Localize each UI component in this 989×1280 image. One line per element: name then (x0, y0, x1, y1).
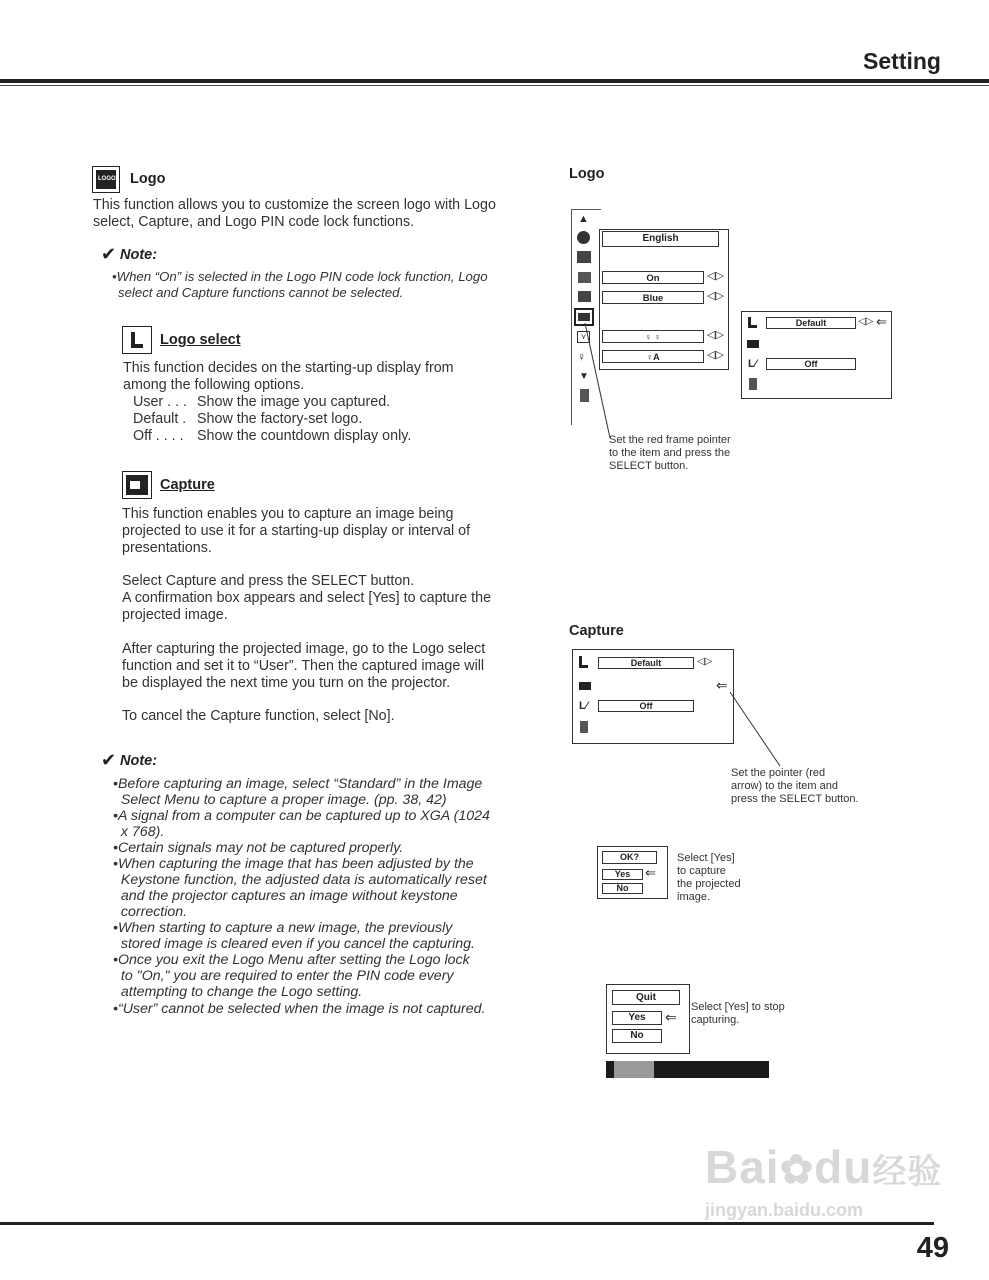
down-arrow-icon: ▼ (579, 371, 589, 382)
logo-select-field[interactable]: Default (598, 657, 694, 669)
keystone-icon: ⋎ (577, 331, 590, 343)
watermark-url: jingyan.baidu.com (705, 1200, 864, 1220)
pointer-arrow-icon: ⇐ (645, 865, 656, 880)
page-title: Setting (863, 48, 941, 74)
capture-text: projected to use it for a starting-up display or interval of (122, 523, 471, 539)
logo-select-text: among the following options. (123, 377, 305, 393)
lamp-icon: ♀A (646, 352, 660, 362)
figure-caption: Set the pointer (red (731, 767, 826, 779)
logo-select-icon (579, 665, 588, 668)
capture-text: Select Capture and press the SELECT button. (122, 573, 415, 589)
logo-lock-icon: L⁄ (579, 700, 588, 712)
logo-intro-2: select, Capture, and Logo PIN code lock functions. (93, 214, 415, 230)
note-line: and the projector captures an image without keystone (113, 888, 458, 904)
option-name: Off . . . . (133, 428, 184, 444)
page-number: 49 (916, 1232, 949, 1264)
option-name: Default . (133, 411, 187, 427)
left-right-arrow-icon[interactable]: ◁▷ (707, 290, 724, 302)
yes-button[interactable]: Yes (612, 1011, 662, 1025)
language-field[interactable]: English (602, 231, 719, 247)
figure-caption: capturing. (691, 1014, 740, 1026)
color-icon (577, 231, 590, 244)
watermark-logo: Bai✿du经验 (705, 1141, 943, 1193)
ok-dialog-title: OK? (602, 851, 657, 864)
figure-heading-capture: Capture (569, 623, 624, 639)
capture-heading: Capture (160, 477, 215, 493)
option-desc: Show the image you captured. (197, 394, 391, 410)
blue-field[interactable]: Blue (602, 291, 704, 304)
capture-text: This function enables you to capture an image being (122, 506, 454, 522)
image-icon (577, 251, 591, 263)
on-field[interactable]: On (602, 271, 704, 284)
option-desc: Show the countdown display only. (197, 428, 412, 444)
logo-icon: LOGO (92, 166, 120, 193)
figure-caption: to the item and press the (609, 447, 731, 459)
capture-icon (122, 471, 152, 499)
lamp-icon: ♀ (577, 350, 586, 364)
note-line: attempting to change the Logo setting. (113, 984, 363, 1000)
logo-lock-field[interactable]: Off (766, 358, 856, 370)
figure-caption: Select [Yes] to stop (691, 1001, 785, 1013)
figure-caption: to capture (677, 865, 726, 877)
left-right-arrow-icon[interactable]: ◁▷ (707, 349, 724, 361)
figure-caption: press the SELECT button. (731, 793, 859, 805)
note-line: •“User” cannot be selected when the image is not captured. (113, 1001, 486, 1017)
option-desc: Show the factory-set logo. (197, 411, 363, 427)
capture-text: be displayed the next time you turn on the projector. (122, 675, 451, 691)
capture-icon (579, 682, 591, 690)
footer-rule (0, 1222, 934, 1225)
figure-caption: Set the red frame pointer (609, 434, 731, 446)
note-line: to "On," you are required to enter the PIN code every (113, 968, 454, 984)
note-line: •Once you exit the Logo Menu after setting the Logo lock (113, 952, 470, 968)
figure-caption: Select [Yes] (677, 852, 735, 864)
pointer-arrow-icon: ⇐ (665, 1009, 677, 1025)
logo-select-icon (122, 326, 152, 354)
note-line: Keystone function, the adjusted data is automatically reset (113, 872, 487, 888)
note-line: x 768). (113, 824, 165, 840)
capture-progress-fill (614, 1061, 654, 1078)
quit-dialog-title: Quit (612, 990, 680, 1005)
note-line: •Certain signals may not be captured properly. (113, 840, 404, 856)
capture-progress-bar (606, 1061, 769, 1078)
logo-select-icon (748, 325, 757, 328)
capture-text: presentations. (122, 540, 212, 556)
left-right-arrow-icon[interactable]: ◁▷ (697, 656, 713, 667)
screen-icon (578, 272, 591, 283)
pointer-line (725, 690, 785, 770)
figure-caption: arrow) to the item and (731, 780, 838, 792)
lamp-icon: ♀ ♀ (644, 332, 661, 342)
no-button[interactable]: No (602, 883, 643, 894)
figure-caption: the projected (677, 878, 741, 890)
note-line: •When starting to capture a new image, the previously (113, 920, 453, 936)
left-right-arrow-icon[interactable]: ◁▷ (707, 270, 724, 282)
logo-lock-field[interactable]: Off (598, 700, 694, 712)
capture-text: To cancel the Capture function, select [No]. (122, 708, 395, 724)
capture-text: projected image. (122, 607, 228, 623)
note-line: Select Menu to capture a proper image. (pp. 38, 42) (113, 792, 447, 808)
logo-heading: Logo (130, 171, 166, 187)
pointer-line (580, 320, 620, 440)
logo-select-heading: Logo select (160, 332, 241, 348)
capture-text: After capturing the projected image, go to the Logo select (122, 641, 486, 657)
capture-text: A confirmation box appears and select [Yes] to capture the (122, 590, 492, 606)
note-line: •When “On” is selected in the Logo PIN code lock function, Logo (112, 269, 488, 284)
yes-button[interactable]: Yes (602, 869, 643, 880)
note-line: •When capturing the image that has been adjusted by the (113, 856, 474, 872)
logo-lock-icon: L⁄ (748, 358, 757, 370)
exit-icon (580, 721, 588, 733)
header-rule (0, 79, 989, 83)
pointer-arrow-icon: ⇐ (716, 677, 728, 693)
figure-caption: image. (677, 891, 711, 903)
note-line: •Before capturing an image, select “Standard” in the Image (113, 776, 483, 792)
paw-icon: ✿ (779, 1148, 815, 1192)
pointer-arrow-icon: ⇐ (876, 314, 887, 329)
logo-select-text: This function decides on the starting-up display from (123, 360, 454, 376)
capture-icon (747, 340, 759, 348)
note-line: stored image is cleared even if you cancel the capturing. (113, 936, 475, 952)
logo-select-field[interactable]: Default (766, 317, 856, 329)
no-button[interactable]: No (612, 1029, 662, 1043)
left-right-arrow-icon[interactable]: ◁▷ (707, 329, 724, 341)
checkmark-icon: ✔ (101, 244, 117, 264)
note-heading: Note: (120, 753, 158, 769)
left-right-arrow-icon[interactable]: ◁▷ (858, 316, 874, 327)
up-arrow-icon: ▲ (578, 213, 589, 225)
setting-icon (578, 291, 591, 302)
capture-text: function and set it to “User”. Then the captured image will (122, 658, 485, 674)
exit-icon (749, 378, 757, 390)
note-line: select and Capture functions cannot be selected. (118, 285, 404, 300)
note-line: correction. (113, 904, 188, 920)
note-heading: Note: (120, 247, 158, 263)
logo-intro-1: This function allows you to customize the screen logo with Logo (93, 197, 496, 213)
header-rule-thin (0, 85, 989, 86)
figure-caption: SELECT button. (609, 460, 689, 472)
note-line: •A signal from a computer can be captured up to XGA (1024 (113, 808, 490, 824)
option-name: User . . . (133, 394, 188, 410)
figure-heading-logo: Logo (569, 166, 605, 182)
checkmark-icon: ✔ (101, 750, 117, 770)
